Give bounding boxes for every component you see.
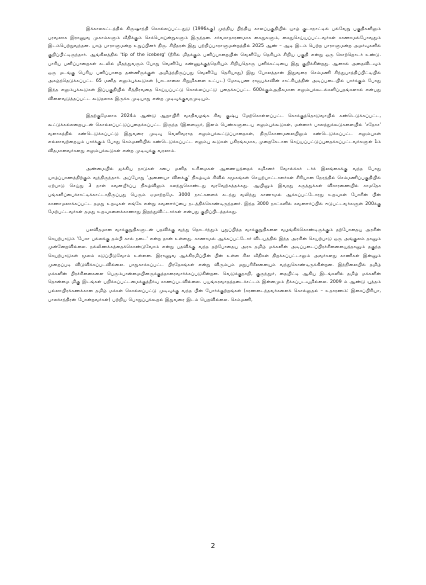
paragraph-3: அண்மையில் ஐக்கிய நாடுகள் சபை மனித உரிமைகள் ஆணையத்தைக் கமிசனர் வோல்க்கர் டர்க் இலங்கைக்கு வந்த போது யாழ்ப்பாணத்திற்கும் வந்திருந்தார். அப்போது 'அணையா விளக்கு' நிகழ்வும் சிவில் சமூகங்கள் செயற்பாட்டாளர்கள் சிரியான நேரத்தில் செம்மணிப்பகுதியில் ஏற்பாடு செய்து 3 நாள் கவனயீர்ப்பு நிகழ்விலும் கலந்துகொண்டது வரவேற்கத்தக்கது. ஆயினும் இவரது கருத்துக்கள் விசாரணையில் சாமதேச பங்களிப்பைச்சாட்டிக்காட்டாதிருப்பது பெரும் ஏமாற்றமே. 3000 நாட்களைக் கடந்து வலிந்து காணாமல் ஆக்கப்பட்டோரது உறவுகள் போரின் பின் காணாமலாக்கப்பட்ட தமது உறவுகள் எங்கே என்று கவனஈர்ப்பை நடத்திக்கொண்டிருந்தனர். இந்த 3000 நாட்களில் கவனஈர்ப்பில் ஈடுபட்டவர்களுள் 200க்கு மேற்பட்டவர்கள் தமது உறவுகளைக்காணாது இறந்துவிட்டார்கள் என்பது குறிப்பிடத்தக்கது. (48, 166, 381, 216)
paragraph-4: பலவிதமான வாக்குறுதிகளுடன் பதவிக்கு வந்து தொடர்ந்தும் புதுப்பித்த வாக்குறுதிகளை வழங்கிக்கொண்டிருக்கும் தற்போதைய அரசின் செயற்பாடும் 'பேசா பல்லக்கு தம்பி கால் நடை' என்ற தான் உள்ளது. காணாமல் ஆக்கப்பட்டோர் விடயத்தில் இந்த அரசின் செயற்பாடு ஒரு அங்குலம் தானும் முன்னேறவில்லை. நல்லிணக்கத்தைக்கொண்டுவோம் என்று பதவிக்கு வந்த தற்போதைய அரசு தமிழ் மக்களின் அடிப்படைப்பிரச்சினையைத்தானும் தகுந்த செயற்பாடுகள் மூலம் கடுப்பிடுவோம் உள்ளன. இராணுவ ஆக்கிரமிப்பின் பின் உள்ள சில வீதிகள் திறக்கப்பட்டாலும் அவர்களது காணிகள் இன்னும் முறைப்படி விடுவிக்கப்படவில்லை. பாதுகாக்கப்பட்ட பிரதேசங்கள் என்று விரும்பும் மறுபரிசீலனையும் வந்துகொண்டிருக்கின்றன. இந்நிலையில் தமிழ் மக்களின் பிரச்சினைகளை பெரும்பான்மையினருக்குத்தாரைவார்க்கப்படுகின்றன. வெடுக்குநாறி, குருந்தூர், தையிட்டி ஆகிய இடங்களில் தமிழ் மக்களின் தொன்மை மிகு இடங்கள் பறிக்கப்பட்டமைக்குத்தீர்வு காணப்படவில்லை. பயங்கரவாதத்தடைச்சட்டம் இன்னமும் நீக்கப்படவுமில்லை. 2009 ம் ஆண்டு யுத்தம் பல்லாயிரக்கணக்கான தமிழ் மக்கள் கொல்லப்பட்டு முடிவுக்கு வந்த பின் போர்க்குற்றங்கள் (சரணடைந்தவர்களைக் கொல்லுதல் – உதாரணம்: இசைப்பிரியா, பாலச்சந்திரன் போன்றவர்கள்) பற்றிய பொறுப்புக்கூறல் இதுவரை இடம் பெறவில்லை. செம்மணி, (48, 228, 381, 303)
paragraph-1: இக்காலகட்டத்தில் கிருஷாந்தி கொல்லப்பட்டதுடு (1996க்கு) முந்திய பிந்திய காலப்பகுதியில் யாழ் குடாநாட்டில் பல்வேறு பகுதிகளிலும் பரவலாக இராணுவ முகாம்களும் வீதிக்கும் செக்பொய்ன்றுகளும் இருந்தன. சர்வசாதாரணமாக கைதுகளும், கைதுசெய்யப்பட்டவர்கள் காணாமல்போவதும் இடம்பெற்றுவந்தன. யாழ் பாராளுமன்ற உறுப்பினர் திரு. சிறீதரன் இது பற்றிப்பாராளுமன்றத்தில் 2025 ஆண் – ஆடி இடம் பெற்ற பாராளுமன்ற அமர்வுகளில் குறிப்பிட்டிருந்தார். ஆங்கிலத்தில் 'tip of the iceberg' (நீரில் மிதக்கும் பனிப்பாறையின் வெளியே தெரியும் சிறிய பகுதி என்று ஒரு சொற்றொடர் உண்டு. பாரிய பனிப்பாறைகள் கடலில் மிதந்துவரும் போது வெளியே கண்ணுக்குத்தெரியும் சிறியதொரு பனிக்கட்டியை இது குறிக்கின்றது. ஆனால் அதைவிடவும் ஒரு மடங்கு பெரிய பனிப்பாறை தண்ணீருக்குள் அமிழ்ந்திருப்பது வெளியே தெரியாது) இது போலத்தான் இதுவரை செம்மணி சிந்துபாத்திப்பிட்டியில் அகழ்ந்தெடுக்கப்பட்ட 65 மனித எலும்புக்கூடுகள் (பாடசாலை சிறுமிகளை உட்பட) மோடிபண ராஜபக்சவின் சாட்சியத்தின் அடிப்படையில் பார்க்கும் போது இந்த எலும்புக்கூடுகள் இப்பகுதியில் சித்திரவதை செய்யப்பட்டு கொல்லப்பட்டு புதைக்கப்பட்ட 600க்கும்அதிகமான எலும்புக்கூடல்களிப்புதங்களால் என்பது விளைவடுத்தப்பட்ட கூடுதலாக இருக்க முடியாது என்ற முடிவுக்குவரமுடியும். (48, 27, 381, 102)
page-number: 2 (210, 542, 216, 550)
document-body (48, 26, 381, 314)
paragraph-2: இதற்குமேலாக 2024ம் ஆண்டு ஆறாயிரி வசதிவழங்க சிவ குஷ்பு மேற்கொள்ளப்பட்ட கொக்குத்தொடுவாயில் கண்டெடுக்கப்பட்ட, கூட்டுக்கல்லறையுடன் கொல்லப்பட்டுப்புதைக்கப்பட்ட இருந்த (இளைஞர், இளம் பெண்களுடைய எலும்புக்கூடுகள், மன்னார் பாலத்துக்கூடுகளையில் 'சதோச' வளாகத்தில் கண்டெடுக்கப்பட்டு இதுவரை முடிவு வெளிவராத எலும்புக்கூட்டுப்பாதைகள், திருகோணமலையிலும் கண்டெடுக்கப்பட்ட எலும்புகள் எல்லாவற்றையும் பார்க்கும் போது செம்மணியில் கண்டெடுக்கப்பட்ட எலும்பு கூடுகள் பகிரங்கமாக, முறைகேடான செய்யப்பட்டுப்புதைக்கப்பட்டவர்களுள் 1ம் விதமானவர்களது எலும்புக்கூடுகள் என்ற முடிவுக்கு வரலாம். (48, 114, 381, 155)
